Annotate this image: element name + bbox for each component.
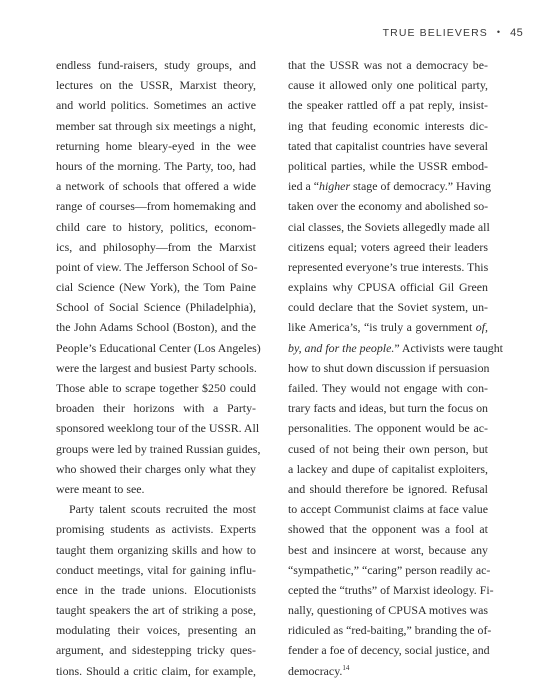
text-line: personalities. The opponent would be ac- <box>288 421 488 436</box>
text-line: explains why CPUSA official Gil Green <box>288 280 488 295</box>
text-line: groups were led by trained Russian guides, <box>56 441 261 456</box>
text-line: nally, questioning of CPUSA motives was <box>288 603 489 618</box>
text-line: showed that the opponent was a fool at <box>288 522 488 537</box>
running-title: TRUE BELIEVERS <box>382 27 488 39</box>
text-line: trary facts and ideas, but turn the focus on <box>288 401 488 416</box>
text-line: returning home bleary-eyed in the wee <box>56 138 256 153</box>
text-line: People’s Educational Center (Los Angeles) <box>56 340 261 355</box>
text-line: failed. They would not engage with con- <box>288 381 488 395</box>
text-line: and world politics. Sometimes an active <box>56 98 256 113</box>
text-line: political parties, while the USSR embod- <box>288 158 488 173</box>
text-line: citizens equal; voters agreed their leaders <box>288 239 488 254</box>
page-number: 45 <box>510 27 523 39</box>
text-line: tions. Should a critic claim, for example, <box>56 663 256 678</box>
right-text-column <box>288 55 503 681</box>
text-line: modulating their voices, presenting an <box>56 623 256 638</box>
text-line: were meant to see. <box>56 481 145 496</box>
text-line: the speaker rattled off a pat reply, insist- <box>288 98 488 113</box>
text-line: conduct meetings, vital for gaining influ- <box>56 562 256 577</box>
text-line: taught them organizing skills and how to <box>56 542 256 557</box>
text-line: could declare that the Soviet system, un- <box>288 300 488 315</box>
text-line: cial classes, the Soviets allegedly made all <box>288 219 490 234</box>
text-line: a lackey and dupe of capitalist exploiters, <box>288 461 488 476</box>
text-line: ence in the trade unions. Elocutionists <box>56 582 256 597</box>
text-line: taught speakers the art of striking a pose, <box>56 603 256 618</box>
text-line: tated that capitalist countries have several <box>288 138 488 153</box>
text-line: promising students as activists. Experts <box>56 522 256 537</box>
footnote-ref: 14 <box>342 663 350 672</box>
text-line: range of courses—from homemaking and <box>56 199 256 214</box>
text-line: by, and for the people.” Activists were taught <box>288 340 503 355</box>
text-line: hours of the morning. The Party, too, had <box>56 158 256 173</box>
text-line: endless fund-raisers, study groups, and <box>56 58 256 72</box>
text-line: like America’s, “is truly a government of, <box>288 320 488 335</box>
text-line: ridiculed as “red-baiting,” branding the of- <box>288 623 492 638</box>
text-line: represented everyone’s true interests. This <box>288 259 489 274</box>
italic-text: higher <box>319 179 351 194</box>
running-head <box>383 27 523 39</box>
text-line: ied a “higher stage of democracy.” Having <box>288 179 491 194</box>
text-line: were the largest and busiest Party schools. <box>56 360 257 375</box>
text-line: argument, and sidestepping tricky ques- <box>56 643 256 658</box>
text-line: point of view. The Jefferson School of So- <box>56 259 258 274</box>
text-line: a network of schools that offered a wide <box>56 179 256 194</box>
text-line: “sympathetic,” “caring” person readily ac- <box>288 562 491 577</box>
text-line: taken over the economy and abolished so- <box>288 199 489 214</box>
text-line: ics, and philosophy—from the Marxist <box>56 239 256 254</box>
text-line: and should therefore be ignored. Refusal <box>288 481 488 496</box>
text-line: fender a foe of decency, social justice, and <box>288 643 490 658</box>
text-line: Those able to scrape together $250 could <box>56 381 256 395</box>
text-line: democracy.$^{14}$ <box>288 663 350 678</box>
text-line: child care to history, politics, econom- <box>56 219 256 234</box>
text-line: lectures on the USSR, Marxist theory, <box>56 78 256 93</box>
text-line: ing that feuding economic interests dic- <box>288 118 488 133</box>
text-line: member sat through six meetings a night, <box>56 118 256 133</box>
text-line: sponsored weeklong tour of the USSR. All <box>56 421 260 436</box>
text-line: School of Social Science (Philadelphia), <box>56 300 256 315</box>
text-line: cepted the “truths” of Marxist ideology. Fi- <box>288 582 494 597</box>
text-line: Party talent scouts recruited the most <box>69 502 256 517</box>
italic-text: of, <box>475 320 488 335</box>
text-line: the John Adams School (Boston), and the <box>56 320 256 335</box>
text-line: that the USSR was not a democracy be- <box>288 58 488 72</box>
text-line: to accept Communist claims at face value <box>288 502 488 517</box>
text-line: broaden their horizons with a Party- <box>56 401 256 416</box>
text-line: best and insincere at worst, because any <box>288 542 488 557</box>
text-line: who showed their charges only what they <box>56 461 256 476</box>
italic-text: by, and for the people. <box>288 340 395 355</box>
text-line: cial Science (New York), the Tom Paine <box>56 280 256 295</box>
text-line: cause it allowed only one political party, <box>288 78 488 93</box>
text-line: how to shut down discussion if persuasion <box>288 360 490 375</box>
left-text-column <box>56 55 261 681</box>
text-line: cused of not being their own person, but <box>288 441 488 456</box>
header-separator: • <box>496 27 502 37</box>
